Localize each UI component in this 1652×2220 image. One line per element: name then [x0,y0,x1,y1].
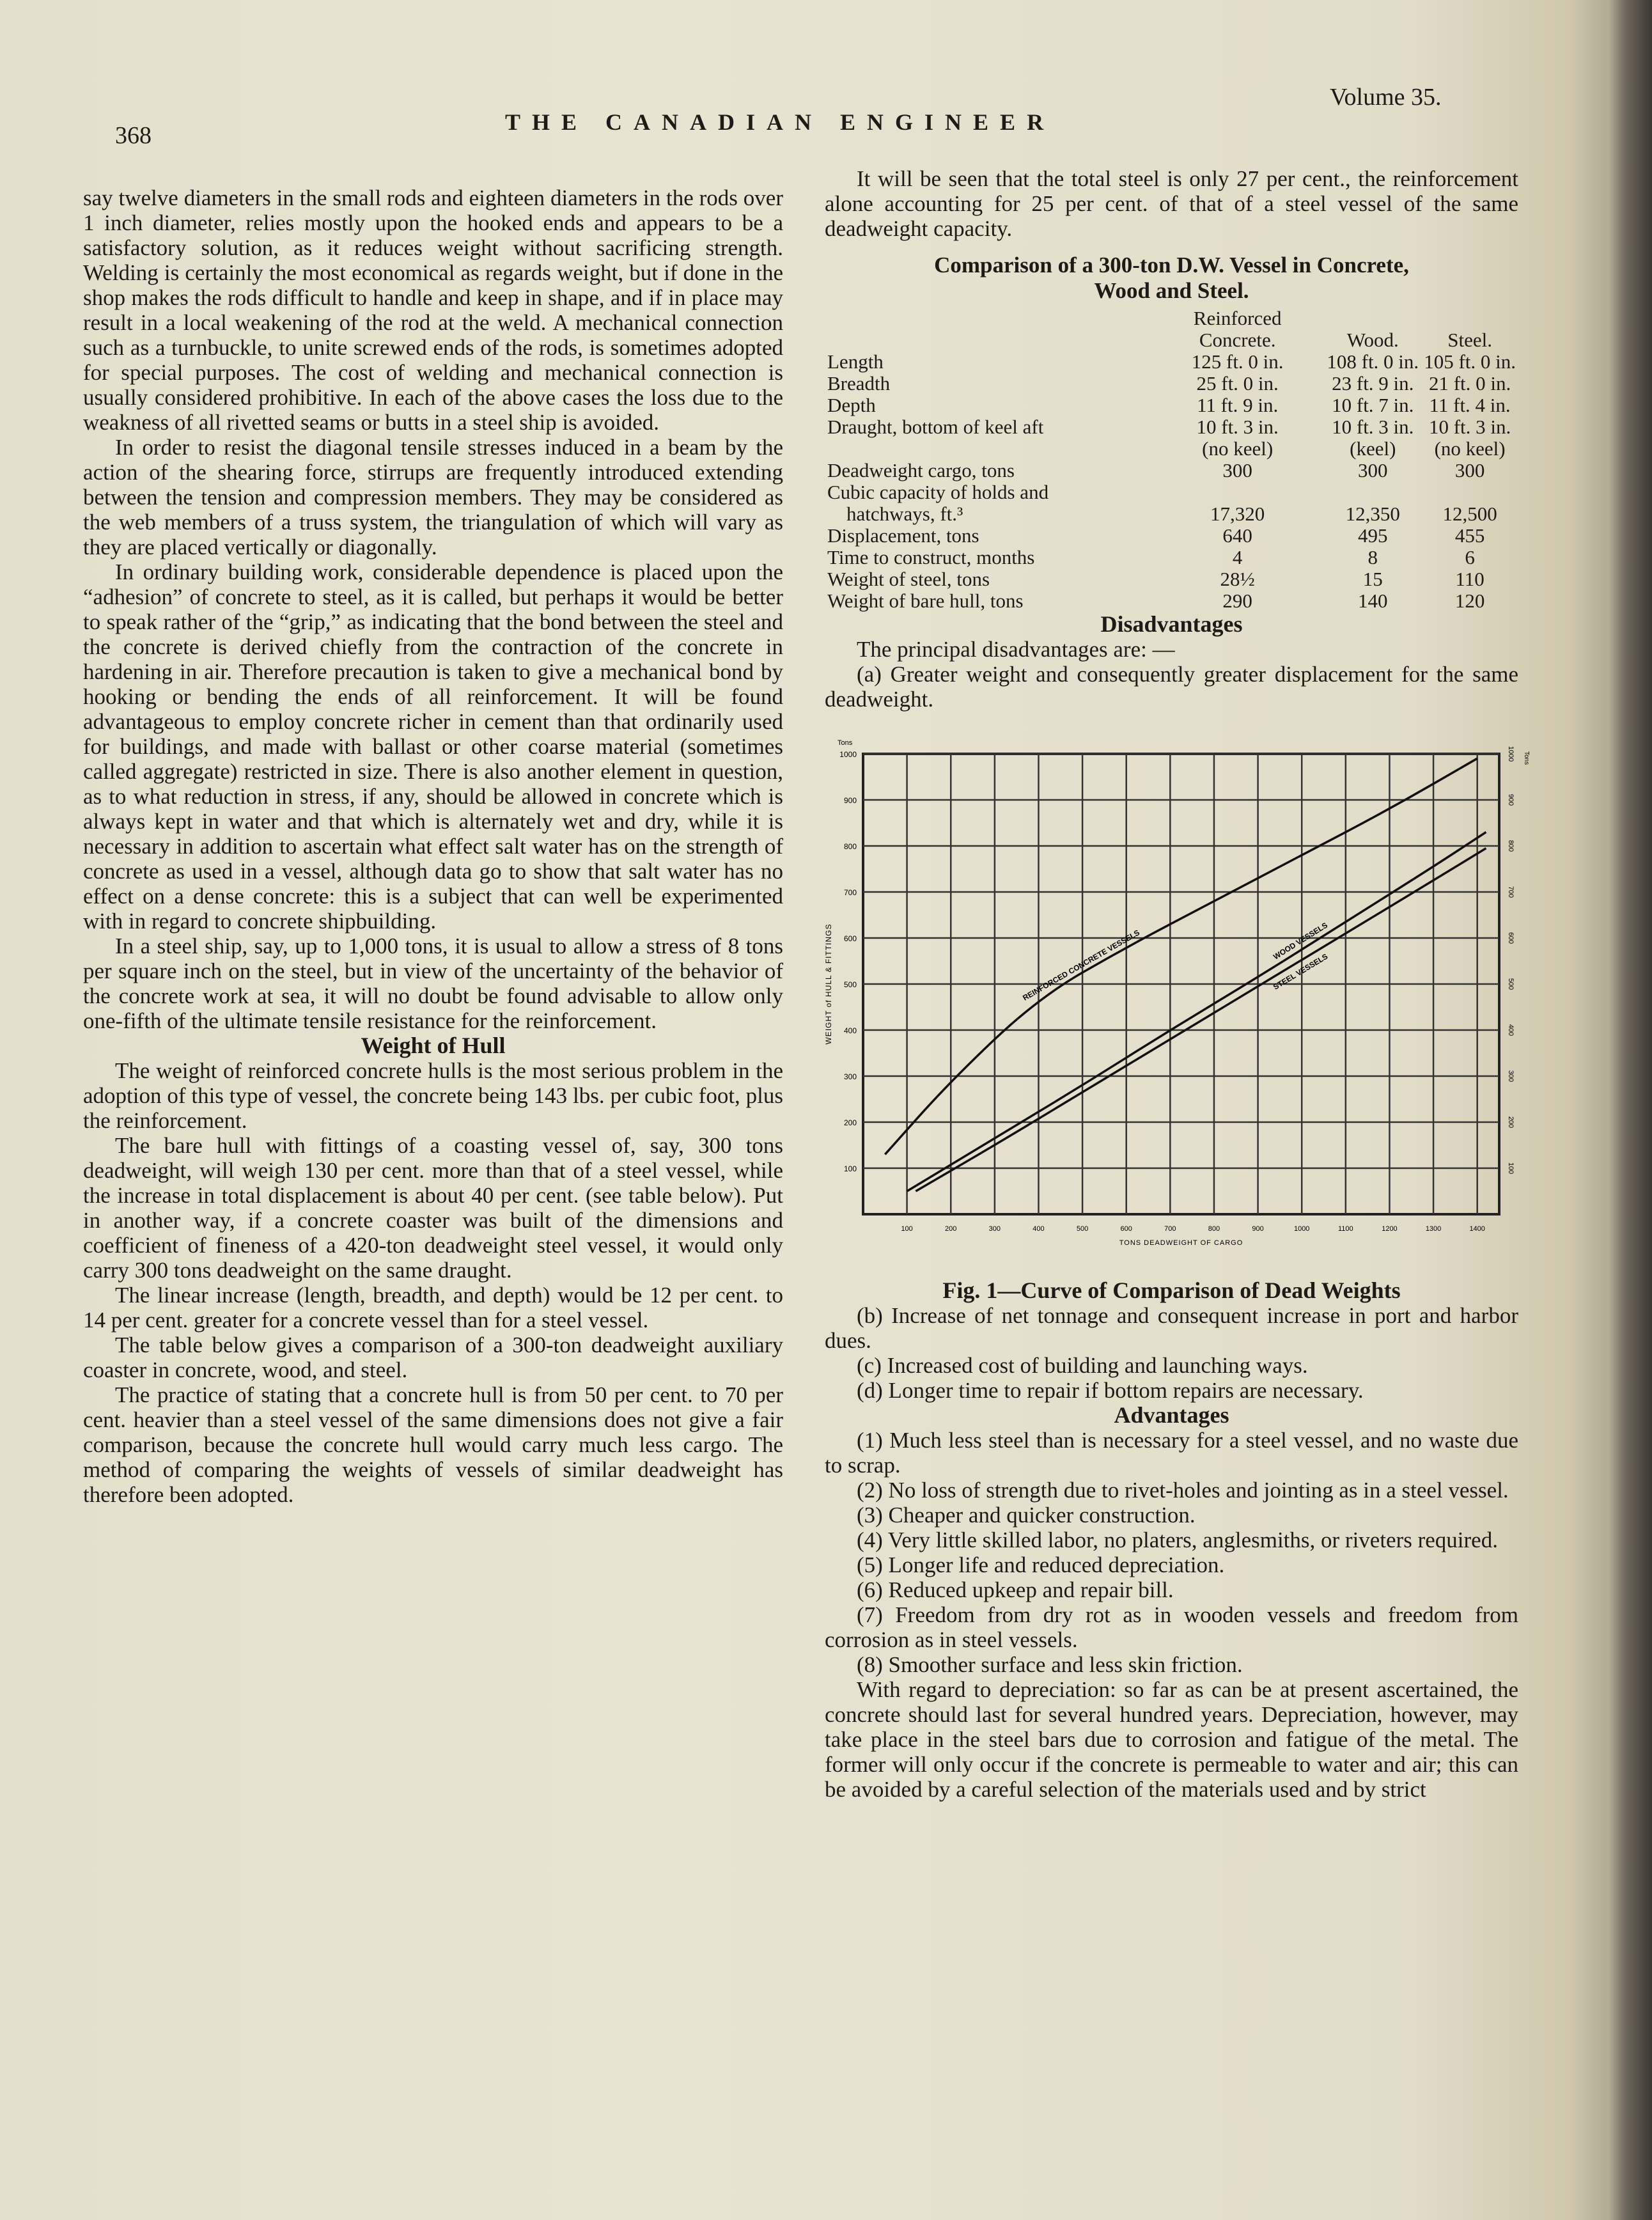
x-tick-label: 1300 [1425,1225,1442,1233]
table-row [825,525,1518,547]
y-tick-label-right: 1000 [1507,746,1515,762]
paragraph: The principal disadvantages are: — [857,637,1175,662]
left-unit-label: Tons [838,739,853,747]
table-cell: 110 [1455,568,1484,590]
row-label: Depth [827,395,876,416]
table-cell: 11 ft. 9 in. [1197,394,1279,416]
list-item: (3) Cheaper and quicker construction. [857,1503,1196,1528]
paragraph: It will be seen that the total steel is only 27 per cent., the reinforcement alone accounting for 25 per cent. of that of a steel vessel of the same deadweight capacity. [825,166,1518,241]
x-tick-label: 1400 [1469,1225,1485,1233]
table-cell: (no keel) [1202,437,1274,460]
x-tick-label: 700 [1164,1225,1176,1233]
table-row [825,481,1518,503]
x-tick-label: 1000 [1293,1225,1310,1233]
table-cell: 25 ft. 0 in. [1196,372,1279,395]
x-axis-title: TONS DEADWEIGHT OF CARGO [1119,1239,1243,1247]
paragraph: In ordinary building work, considerable dependence is placed upon the “adhesion” of concrete to steel, as it is called, but perhaps it would be better to speak rather of the “grip,” as indicating that the bond between the steel and the concrete is derived chiefly from the contraction of the concrete in hardening in air. Therefore precaution is taken to give a mechanical bond by hooking or bending the ends of all reinforcement. It will be found advantageous to employ concrete richer in cement than that ordinarily used for buildings, and made with ballast or other coarse material (sometimes called aggregate) restricted in size. There is also another element in question, as to what reduction in stress, if any, should be allowed in concrete which is always kept in water and that which is alternately wet and dry, while it is necessary in addition to ascertain what effect salt water has on the strength of concrete as used in a vessel, although data go to show that salt water has no effect on a dense concrete: this is a subject that can well be experimented with in regard to concrete shipbuilding. [83,559,783,934]
y-tick-label-left: 1000 [839,750,857,759]
column-header-concrete: Reinforced Concrete. [1193,307,1282,351]
y-tick-label-right: 700 [1507,886,1515,898]
table-cell: 8 [1368,546,1378,568]
table-cell: 455 [1454,524,1485,547]
row-label: Deadweight cargo, tons [827,460,1015,481]
table-title-line-1: Comparison of a 300-ton D.W. Vessel in Concrete, [934,253,1409,278]
paragraph: The linear increase (length, breadth, and depth) would be 12 per cent. to 14 per cent. greater for a concrete vessel than for a steel vessel. [83,1283,783,1333]
advantages-list [825,1428,1518,1677]
table-row [825,395,1518,416]
y-tick-label-right: 400 [1507,1024,1515,1036]
x-tick-label: 600 [1120,1225,1132,1233]
series-line [916,848,1486,1191]
series-label: REINFORCED CONCRETE VESSELS [1021,928,1141,1003]
y-tick-label-right: 100 [1507,1162,1515,1175]
list-item: (a) Greater weight and consequently greater displacement for the same deadweight. [825,662,1518,712]
figure-caption: Fig. 1—Curve of Comparison of Dead Weights [942,1278,1401,1303]
table-row [825,547,1518,568]
y-tick-label-left: 100 [843,1164,857,1173]
table-cell: 495 [1358,524,1388,547]
paragraph: In order to resist the diagonal tensile stresses induced in a beam by the action of the shearing force, stirrups are frequently introduced extending between the tension and compression members. They may be considered as the web members of a truss system, the triangulation of which will vary as they are placed vertically or diagonally. [83,435,783,559]
row-label: Weight of bare hull, tons [827,590,1024,612]
column-header-steel: Steel. [1447,329,1492,351]
list-item: (1) Much less steel than is necessary for a steel vessel, and no waste due to scrap. [825,1428,1518,1478]
row-label: Cubic capacity of holds and [827,481,1049,503]
left-column [83,185,783,1507]
table-cell: 15 [1362,568,1383,590]
y-tick-label-left: 300 [843,1072,857,1081]
x-tick-label: 1200 [1382,1225,1398,1233]
table-cell [1421,481,1518,503]
section-heading-weight-of-hull: Weight of Hull [361,1033,506,1058]
list-item: (8) Smoother surface and less skin friction. [857,1652,1243,1677]
table-row [825,568,1518,590]
row-label [825,438,1151,460]
y-tick-label-left: 400 [843,1026,857,1035]
table-cell: 640 [1222,524,1252,547]
table-cell: 21 ft. 0 in. [1428,372,1511,395]
table-cell: 12,500 [1442,503,1497,525]
table-cell: 6 [1465,546,1475,568]
x-tick-label: 100 [901,1225,913,1233]
section-heading-advantages: Advantages [1114,1402,1229,1428]
list-item: (d) Longer time to repair if bottom repairs are necessary. [857,1378,1364,1403]
series-line [885,758,1477,1154]
table-row [825,503,1518,525]
row-label: Time to construct, months [827,547,1035,568]
table-cell: 10 ft. 7 in. [1332,394,1414,416]
table-cell: 125 ft. 0 in. [1191,350,1284,373]
table-body [825,351,1518,612]
comparison-table [825,308,1518,612]
table-row [825,438,1518,460]
y-tick-label-left: 200 [843,1118,857,1127]
row-label: Draught, bottom of keel aft [827,416,1044,438]
table-header-row [825,308,1518,351]
list-item: (5) Longer life and reduced depreciation. [857,1552,1225,1577]
row-label: Breadth [827,373,891,395]
table-cell: (no keel) [1434,437,1506,460]
paragraph: The weight of reinforced concrete hulls is the most serious problem in the adoption of this type of vessel, the concrete being 143 lbs. per cubic foot, plus the reinforcement. [83,1058,783,1133]
x-tick-label: 400 [1032,1225,1045,1233]
column-header-wood: Wood. [1346,329,1399,351]
y-tick-label-left: 900 [843,796,857,805]
disadvantages-list [825,1303,1518,1403]
journal-title: THE CANADIAN ENGINEER [505,109,1056,135]
table-cell: 10 ft. 3 in. [1332,416,1414,438]
list-item: (6) Reduced upkeep and repair bill. [857,1577,1174,1602]
table-row [825,416,1518,438]
volume-label: Volume 35. [1330,84,1442,111]
row-label: hatchways, ft.³ [846,503,963,525]
page-header [0,83,1652,149]
y-tick-label-right: 500 [1507,978,1515,990]
section-heading-disadvantages: Disadvantages [1100,611,1243,637]
list-item: (b) Increase of net tonnage and consequent increase in port and harbor dues. [825,1303,1518,1353]
paragraph: The practice of stating that a concrete hull is from 50 per cent. to 70 per cent. heavier than a steel vessel of the same dimensions does not give a fair comparison, because the concrete hull would carry much less cargo. The method of comparing the weights of vessels of similar deadweight has therefore been adopted. [83,1382,783,1507]
chart-svg [812,728,1554,1278]
x-tick-label: 800 [1208,1225,1220,1233]
table-cell: 105 ft. 0 in. [1424,350,1516,373]
series-label: STEEL VESSELS [1271,951,1330,992]
x-tick-label: 900 [1252,1225,1264,1233]
x-tick-label: 200 [945,1225,957,1233]
row-label: Weight of steel, tons [827,568,990,590]
paragraph: say twelve diameters in the small rods and eighteen diameters in the rods over 1 inch diameter, relies mostly upon the hooked ends and appears to be a satisfactory solution, as it reduces weight without sacrificing strength. Welding is certainly the most economical as regards weight, but if done in the shop makes the rods difficult to handle and keep in shape, and if in place may result in a local weakening of the rod at the weld. A mechanical connection such as a turnbuckle, to unite screwed ends of the rods, is sometimes adopted for special purposes. The cost of welding and mechanical connection is usually considered prohibitive. In each of the above cases the loss due to the weakness of all rivetted seams or butts in a steel ship is avoided. [83,185,783,435]
series-line [907,832,1486,1191]
y-tick-label-right: 200 [1507,1116,1515,1129]
table-cell: 300 [1222,459,1252,481]
y-axis-title: WEIGHT of HULL & FITTINGS [824,923,833,1045]
x-tick-label: 1100 [1337,1225,1353,1233]
table-cell: 108 ft. 0 in. [1327,350,1419,373]
table-cell [1324,481,1421,503]
y-tick-label-right: 600 [1507,932,1515,944]
row-label: Length [827,351,884,373]
y-tick-label-left: 800 [843,842,857,851]
x-tick-label: 300 [988,1225,1001,1233]
page-number: 368 [115,122,152,149]
table-cell: 28½ [1220,568,1255,590]
table-title-line-2: Wood and Steel. [1094,278,1249,303]
table-cell: 300 [1358,459,1388,481]
table-cell: 300 [1454,459,1485,481]
y-tick-label-right: 900 [1507,793,1515,806]
paragraph: With regard to depreciation: so far as can be at present ascertained, the concrete should last for several hundred years. Depreciation, however, may take place in the steel bars due to corrosion and fatigue of the metal. The former will only occur if the concrete is permeable to water and air; this can be avoided by a careful selection of the materials used and by strict [825,1677,1518,1802]
table-cell: 11 ft. 4 in. [1429,394,1511,416]
paragraph: The table below gives a comparison of a 300-ton deadweight auxiliary coaster in concrete, wood, and steel. [83,1333,783,1382]
page-edge-shadow [1607,0,1652,2220]
list-item: (4) Very little skilled labor, no platers, anglesmiths, or riveters required. [857,1528,1498,1552]
table-cell: 17,320 [1210,503,1265,525]
table-row [825,351,1518,373]
table-cell: 140 [1358,590,1388,612]
list-item: (2) No loss of strength due to rivet-holes and jointing as in a steel vessel. [857,1478,1509,1503]
table-cell: 10 ft. 3 in. [1196,416,1279,438]
row-label: Displacement, tons [827,525,979,547]
table-cell: 23 ft. 9 in. [1332,372,1414,395]
table-cell: 290 [1222,590,1252,612]
paragraph: The bare hull with fittings of a coasting vessel of, say, 300 tons deadweight, will weigh 130 per cent. more than that of a steel vessel, while the increase in total displacement is about 40 per cent. (see table below). Put in another way, if a concrete coaster was built of the dimensions and coefficient of fineness of a 420-ton deadweight steel vessel, it would only carry 300 tons deadweight on the same draught. [83,1133,783,1283]
table-cell: 4 [1232,546,1243,568]
table-cell: 12,350 [1345,503,1400,525]
series-label: WOOD VESSELS [1272,920,1330,962]
list-item: (c) Increased cost of building and launching ways. [857,1353,1308,1378]
table-row [825,590,1518,612]
list-item: (7) Freedom from dry rot as in wooden vessels and freedom from corrosion as in steel vessels. [825,1602,1518,1652]
table-cell: (keel) [1350,437,1396,460]
figure-chart [812,728,1554,1278]
table-cell [1151,481,1324,503]
right-unit-label: Tons [1523,751,1530,765]
table-row [825,373,1518,395]
y-tick-label-right: 300 [1507,1070,1515,1083]
y-tick-label-left: 700 [843,888,857,897]
y-tick-label-right: 800 [1507,840,1515,852]
y-tick-label-left: 600 [843,934,857,943]
right-column [824,166,1530,1802]
table-title [825,253,1518,304]
table-row [825,460,1518,481]
paragraph: In a steel ship, say, up to 1,000 tons, it is usual to allow a stress of 8 tons per square inch on the steel, but in view of the uncertainty of the behavior of the concrete work at sea, it will no doubt be found advisable to allow only one-fifth of the ultimate tensile resistance for the reinforcement. [83,934,783,1033]
table-cell: 10 ft. 3 in. [1428,416,1511,438]
table-cell: 120 [1454,590,1485,612]
y-tick-label-left: 500 [843,980,857,989]
x-tick-label: 500 [1076,1225,1089,1233]
